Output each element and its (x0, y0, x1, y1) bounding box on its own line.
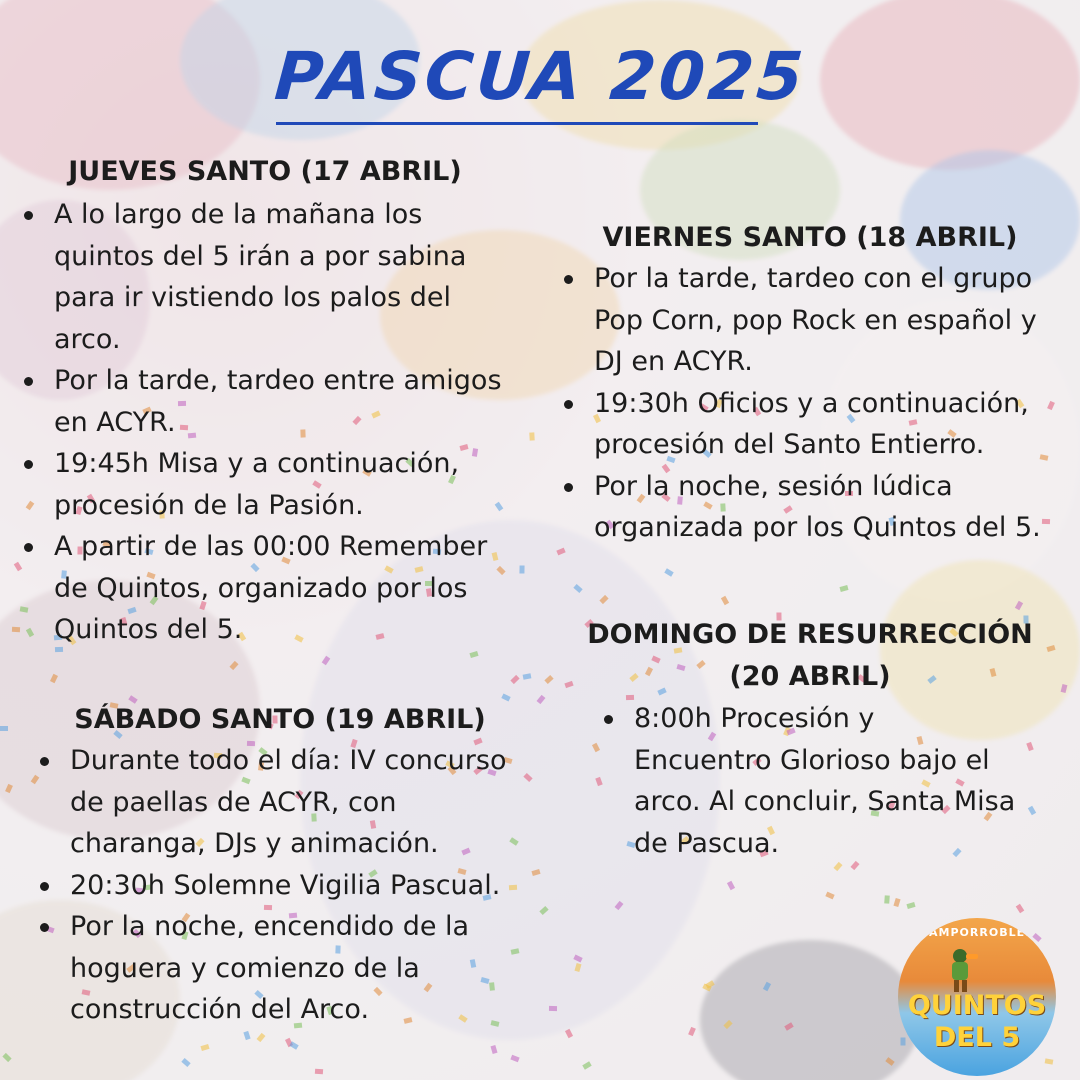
logo-line2: DEL 5 (933, 1022, 1021, 1053)
confetti-piece (549, 1006, 557, 1011)
list-item: Por la tarde, tardeo con el grupo Pop Corn, pop Rock en español y DJ en ACYR. (560, 258, 1075, 383)
confetti-piece (315, 1069, 323, 1075)
list-domingo (600, 698, 1060, 864)
heading-domingo-line2: (20 ABRIL) (729, 661, 891, 692)
list-item: A lo largo de la mañana los quintos del 5 irán a por sabina para ir vistiendo los palos del arco. (20, 194, 540, 360)
list-viernes (560, 258, 1075, 549)
confetti-piece (884, 895, 890, 903)
heading-viernes: VIERNES SANTO (18 ABRIL) (602, 222, 1018, 253)
heading-sabado: SÁBADO SANTO (19 ABRIL) (74, 704, 486, 735)
quintos-del-5-logo (898, 918, 1056, 1076)
list-item: 19:45h Misa y a continuación, procesión de la Pasión. (20, 443, 540, 526)
list-item: Por la noche, sesión lúdica organizada por los Quintos del 5. (560, 466, 1075, 549)
list-jueves (20, 194, 540, 651)
confetti-piece (0, 726, 8, 731)
heading-domingo-line1: DOMINGO DE RESURRECCIÓN (587, 619, 1033, 650)
list-item: Durante todo el día: IV concurso de paellas de ACYR, con charanga, DJs y animación. (36, 740, 546, 865)
list-item: 19:30h Oficios y a continuación, procesión del Santo Entierro. (560, 383, 1075, 466)
heading-domingo (570, 614, 1050, 698)
list-item: 8:00h Procesión y Encuentro Glorioso bajo el arco. Al concluir, Santa Misa de Pascua. (600, 698, 1060, 864)
title-underline (276, 122, 758, 125)
confetti-piece (12, 627, 20, 632)
mascot-icon (942, 946, 982, 996)
heading-jueves: JUEVES SANTO (17 ABRIL) (68, 156, 462, 187)
list-item: Por la tarde, tardeo entre amigos en ACYR. (20, 360, 540, 443)
logo-line1: QUINTOS (907, 990, 1047, 1021)
list-item: Por la noche, encendido de la hoguera y comienzo de la construcción del Arco. (36, 906, 546, 1031)
page-title: PASCUA 2025 (272, 38, 809, 115)
list-item: 20:30h Solemne Vigilia Pascual. (36, 865, 546, 907)
logo-arc-text: CAMPORROBLES (919, 926, 1035, 939)
list-sabado (36, 740, 546, 1031)
list-item: A partir de las 00:00 Remember de Quintos, organizado por los Quintos del 5. (20, 526, 540, 651)
